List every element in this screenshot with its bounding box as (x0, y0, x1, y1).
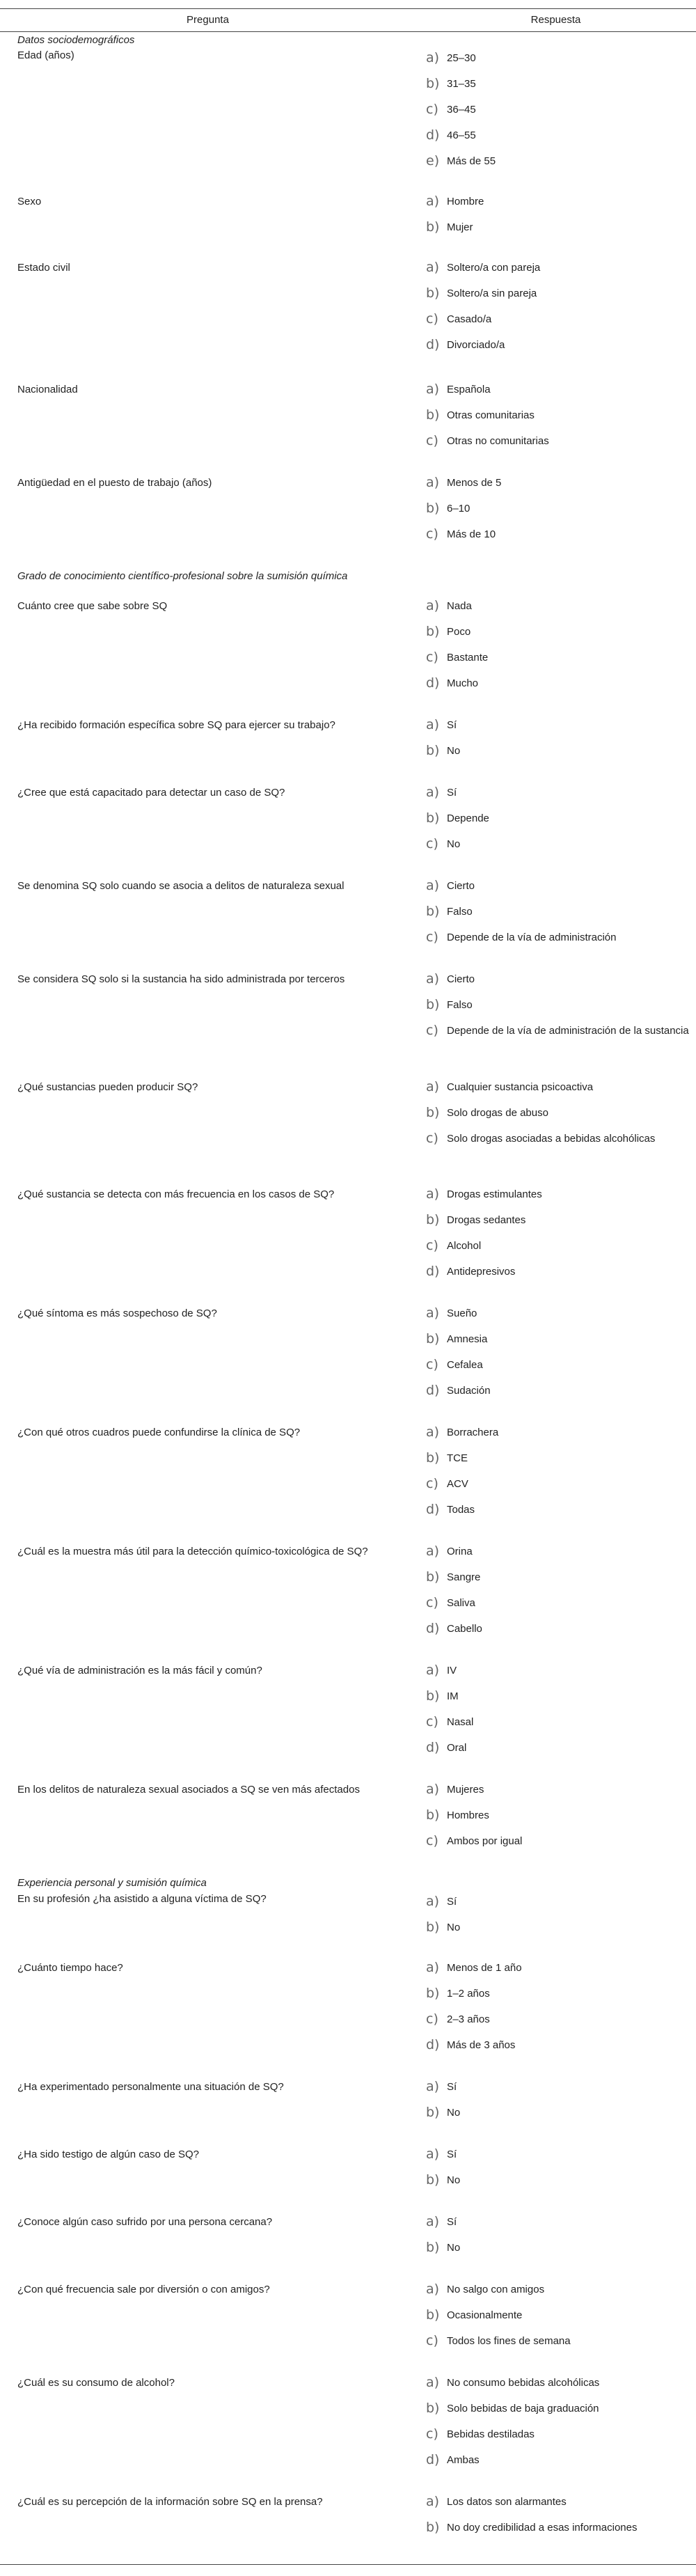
option-letter: b) (426, 1105, 440, 1120)
option-text: Menos de 5 (447, 477, 502, 489)
option-letter: d) (426, 675, 440, 691)
option-text: Otras no comunitarias (447, 435, 549, 447)
option-text: Orina (447, 1546, 473, 1557)
table-top-rule (0, 8, 696, 9)
column-header-question: Pregunta (187, 14, 229, 26)
option-text: Sí (447, 1896, 457, 1908)
option-text: Cualquier sustancia psicoactiva (447, 1081, 594, 1093)
question-text: Nacionalidad (17, 384, 78, 395)
option-text: 6–10 (447, 503, 470, 515)
option-letter: d) (426, 127, 440, 143)
option-letter: c) (426, 433, 438, 448)
option-text: Cefalea (447, 1359, 483, 1371)
option-text: Sí (447, 2081, 457, 2093)
option-letter: b) (426, 2520, 440, 2535)
option-text: Drogas sedantes (447, 1214, 526, 1226)
question-text: ¿Ha experimentado personalmente una situación de SQ? (17, 2081, 284, 2093)
option-letter: a) (426, 2214, 440, 2229)
option-text: Borrachera (447, 1427, 499, 1438)
option-text: Bebidas destiladas (447, 2428, 535, 2440)
option-text: Depende de la vía de administración (447, 932, 617, 943)
option-text: Los datos son alarmantes (447, 2496, 567, 2508)
option-letter: a) (426, 878, 440, 893)
option-letter: c) (426, 1023, 438, 1038)
option-text: Sudación (447, 1385, 491, 1397)
option-letter: a) (426, 717, 440, 732)
option-text: No (447, 2242, 461, 2254)
option-letter: a) (426, 1663, 440, 1678)
option-letter: b) (426, 1569, 440, 1585)
option-letter: a) (426, 1544, 440, 1559)
option-text: 46–55 (447, 129, 476, 141)
option-letter: b) (426, 76, 440, 91)
option-text: Soltero/a sin pareja (447, 288, 537, 299)
option-letter: a) (426, 1424, 440, 1440)
option-letter: a) (426, 50, 440, 65)
option-text: 1–2 años (447, 1988, 490, 2000)
option-letter: a) (426, 2146, 440, 2162)
option-letter: a) (426, 1305, 440, 1321)
option-letter: c) (426, 2426, 438, 2442)
option-text: Sí (447, 719, 457, 731)
option-text: Ambos por igual (447, 1835, 523, 1847)
option-text: Cabello (447, 1623, 482, 1635)
option-letter: c) (426, 1595, 438, 1610)
option-text: Divorciado/a (447, 339, 505, 351)
option-letter: d) (426, 337, 440, 352)
option-letter: b) (426, 1807, 440, 1823)
option-text: Más de 3 años (447, 2039, 516, 2051)
option-letter: c) (426, 1131, 438, 1146)
option-text: No (447, 2174, 461, 2186)
option-letter: b) (426, 1986, 440, 2001)
question-text: ¿Cuál es su percepción de la información sobre SQ en la prensa? (17, 2496, 323, 2508)
option-text: Mujer (447, 221, 473, 233)
option-text: Cierto (447, 973, 475, 985)
option-text: Saliva (447, 1597, 475, 1609)
option-letter: a) (426, 1782, 440, 1797)
option-letter: d) (426, 2452, 440, 2467)
option-letter: b) (426, 1450, 440, 1466)
question-text: ¿Cuál es la muestra más útil para la detección químico-toxicológica de SQ? (17, 1546, 368, 1557)
option-letter: a) (426, 598, 440, 613)
option-text: Falso (447, 906, 473, 918)
option-text: Casado/a (447, 313, 492, 325)
question-text: ¿Con qué otros cuadros puede confundirse la clínica de SQ? (17, 1427, 301, 1438)
option-letter: a) (426, 2375, 440, 2390)
option-text: Otras comunitarias (447, 409, 535, 421)
option-text: Depende de la vía de administración de la sustancia (447, 1025, 689, 1037)
question-text: ¿Qué sustancia se detecta con más frecuencia en los casos de SQ? (17, 1188, 335, 1200)
option-text: No doy credibilidad a esas informaciones (447, 2522, 638, 2534)
question-text: ¿Ha recibido formación específica sobre SQ para ejercer su trabajo? (17, 719, 335, 731)
option-letter: b) (426, 810, 440, 826)
option-text: Sí (447, 787, 457, 799)
option-text: No salgo con amigos (447, 2284, 545, 2295)
option-text: 36–45 (447, 104, 476, 116)
section-heading: Datos sociodemográficos (17, 34, 135, 46)
question-text: Cuánto cree que sabe sobre SQ (17, 600, 168, 612)
section-heading: Grado de conocimiento científico-profesional sobre la sumisión química (17, 570, 348, 582)
option-text: TCE (447, 1452, 468, 1464)
section-heading: Experiencia personal y sumisión química (17, 1877, 207, 1889)
option-letter: c) (426, 650, 438, 665)
option-letter: e) (426, 153, 440, 168)
option-text: Más de 55 (447, 155, 496, 167)
option-text: Alcohol (447, 1240, 482, 1252)
question-text: En los delitos de naturaleza sexual asociados a SQ se ven más afectados (17, 1784, 360, 1796)
option-text: Depende (447, 812, 489, 824)
question-text: ¿Con qué frecuencia sale por diversión o con amigos? (17, 2284, 270, 2295)
option-text: No (447, 838, 461, 850)
option-letter: b) (426, 743, 440, 758)
option-letter: b) (426, 1688, 440, 1704)
option-letter: c) (426, 1714, 438, 1729)
option-text: Amnesia (447, 1333, 488, 1345)
option-text: Nada (447, 600, 472, 612)
question-text: ¿Cree que está capacitado para detectar un caso de SQ? (17, 787, 285, 799)
question-text: ¿Cuál es su consumo de alcohol? (17, 2377, 175, 2389)
option-text: IM (447, 1690, 459, 1702)
option-letter: b) (426, 219, 440, 235)
question-text: Edad (años) (17, 49, 74, 61)
option-text: Sí (447, 2149, 457, 2160)
option-text: Soltero/a con pareja (447, 262, 541, 274)
option-letter: c) (426, 1238, 438, 1253)
option-letter: a) (426, 2282, 440, 2297)
option-text: 31–35 (447, 78, 476, 90)
option-text: Española (447, 384, 491, 395)
option-letter: a) (426, 1960, 440, 1975)
option-letter: a) (426, 382, 440, 397)
option-text: Drogas estimulantes (447, 1188, 542, 1200)
option-text: Mucho (447, 677, 479, 689)
option-text: 2–3 años (447, 2013, 490, 2025)
question-text: Se denomina SQ solo cuando se asocia a delitos de naturaleza sexual (17, 880, 345, 892)
option-letter: b) (426, 1212, 440, 1227)
option-letter: a) (426, 785, 440, 800)
option-letter: d) (426, 1740, 440, 1755)
option-letter: b) (426, 997, 440, 1012)
question-text: ¿Conoce algún caso sufrido por una persona cercana? (17, 2216, 273, 2228)
question-text: ¿Qué sustancias pueden producir SQ? (17, 1081, 198, 1093)
question-text: ¿Cuánto tiempo hace? (17, 1962, 123, 1974)
option-letter: b) (426, 2172, 440, 2188)
question-text: En su profesión ¿ha asistido a alguna víctima de SQ? (17, 1893, 267, 1905)
option-text: Solo drogas asociadas a bebidas alcohólicas (447, 1133, 656, 1145)
option-text: Hombres (447, 1809, 489, 1821)
column-header-answer: Respuesta (530, 14, 581, 26)
option-text: 25–30 (447, 52, 476, 64)
option-text: Oral (447, 1742, 467, 1754)
option-letter: b) (426, 501, 440, 516)
option-text: IV (447, 1665, 457, 1676)
option-letter: b) (426, 2401, 440, 2416)
option-letter: a) (426, 971, 440, 987)
option-text: Nasal (447, 1716, 474, 1728)
option-text: Solo bebidas de baja graduación (447, 2403, 599, 2414)
question-text: ¿Qué vía de administración es la más fácil y común? (17, 1665, 262, 1676)
question-text: Se considera SQ solo si la sustancia ha sido administrada por terceros (17, 973, 345, 985)
option-letter: d) (426, 1621, 440, 1636)
option-letter: b) (426, 285, 440, 301)
option-text: No (447, 2107, 461, 2119)
option-letter: c) (426, 1833, 438, 1848)
option-letter: c) (426, 2333, 438, 2348)
option-letter: a) (426, 260, 440, 275)
option-text: Sueño (447, 1307, 477, 1319)
option-letter: a) (426, 1894, 440, 1909)
question-text: Estado civil (17, 262, 70, 274)
option-letter: b) (426, 407, 440, 423)
option-text: No consumo bebidas alcohólicas (447, 2377, 600, 2389)
option-letter: a) (426, 2079, 440, 2094)
question-text: Antigüedad en el puesto de trabajo (años) (17, 477, 212, 489)
question-text: ¿Qué síntoma es más sospechoso de SQ? (17, 1307, 217, 1319)
option-text: Hombre (447, 196, 484, 207)
header-rule (0, 31, 696, 32)
option-text: Todos los fines de semana (447, 2335, 571, 2347)
option-letter: a) (426, 1079, 440, 1094)
question-text: ¿Ha sido testigo de algún caso de SQ? (17, 2149, 199, 2160)
option-text: No (447, 1922, 461, 1933)
option-letter: a) (426, 1186, 440, 1202)
option-letter: b) (426, 904, 440, 919)
option-text: Menos de 1 año (447, 1962, 522, 1974)
option-text: Sangre (447, 1571, 481, 1583)
option-text: No (447, 745, 461, 757)
option-text: ACV (447, 1478, 468, 1490)
option-letter: c) (426, 526, 438, 542)
option-text: Falso (447, 999, 473, 1011)
option-letter: a) (426, 475, 440, 490)
option-text: Solo drogas de abuso (447, 1107, 548, 1119)
option-letter: b) (426, 1919, 440, 1935)
option-letter: b) (426, 2105, 440, 2120)
option-letter: b) (426, 1331, 440, 1346)
option-letter: b) (426, 2240, 440, 2255)
option-text: Sí (447, 2216, 457, 2228)
option-letter: d) (426, 2037, 440, 2052)
option-letter: c) (426, 2011, 438, 2027)
option-letter: c) (426, 929, 438, 945)
table-bottom-rule (0, 2564, 696, 2565)
option-letter: d) (426, 1502, 440, 1517)
option-text: Ambas (447, 2454, 480, 2466)
option-letter: c) (426, 836, 438, 851)
option-text: Más de 10 (447, 528, 496, 540)
option-letter: b) (426, 2307, 440, 2323)
option-text: Bastante (447, 652, 489, 663)
question-text: Sexo (17, 196, 42, 207)
option-letter: a) (426, 2494, 440, 2509)
option-letter: c) (426, 1476, 438, 1491)
option-letter: d) (426, 1383, 440, 1398)
option-letter: d) (426, 1264, 440, 1279)
option-letter: c) (426, 311, 438, 327)
option-text: Todas (447, 1504, 475, 1516)
option-text: Mujeres (447, 1784, 484, 1796)
option-letter: a) (426, 194, 440, 209)
option-text: Antidepresivos (447, 1266, 516, 1278)
option-text: Poco (447, 626, 471, 638)
option-text: Cierto (447, 880, 475, 892)
option-letter: c) (426, 102, 438, 117)
option-text: Ocasionalmente (447, 2309, 523, 2321)
option-letter: c) (426, 1357, 438, 1372)
option-letter: b) (426, 624, 440, 639)
